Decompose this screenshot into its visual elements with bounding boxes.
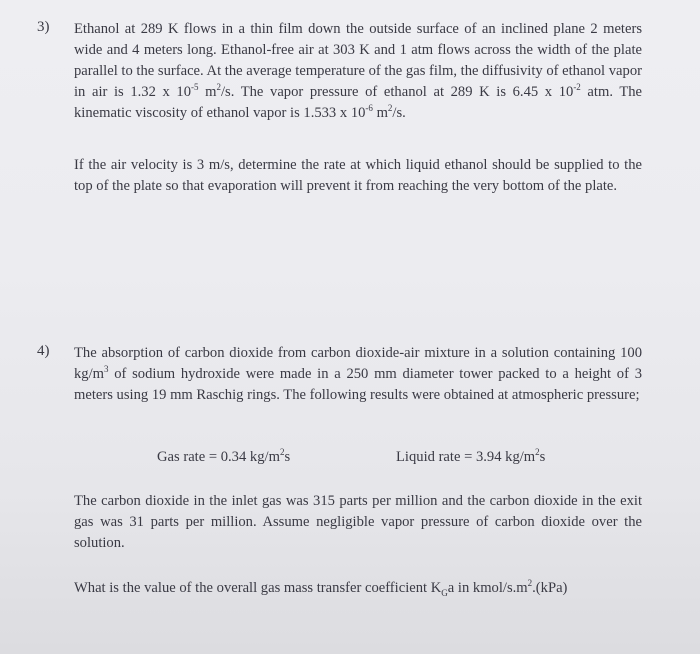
q4-task-text-3: .(kPa)	[532, 580, 568, 596]
q3-exp-1: -5	[191, 82, 199, 92]
q3-text-6: /s.	[392, 105, 406, 121]
q3-exp-5: 2	[387, 103, 393, 113]
question-3-number: 3)	[37, 19, 50, 35]
q4-task-exp: 2	[527, 578, 533, 588]
q3-text-2: m	[198, 84, 217, 100]
question-3-task: If the air velocity is 3 m/s, determine the rate at which liquid ethanol should be supplied to the top of the plate so that evaporation will prevent it from reaching the very bottom of the plate.	[74, 157, 642, 194]
question-3-statement	[74, 19, 642, 124]
liquid-rate-unit-tail: s	[539, 449, 546, 465]
q4-text-2: of sodium hydroxide were made in a 250 mm diameter tower packed to a height of 3 meters using 19 mm Raschig rings. The following results were obtained at atmospheric pressure;	[74, 366, 642, 403]
gas-rate-text: Gas rate = 0.34 kg/m	[157, 449, 280, 465]
q3-text-1: Ethanol at 289 K flows in a thin film down the outside surface of an inclined plane 2 meters wide and 4 meters long. Ethanol-free air at 303 K and 1 atm flows across the width of the plate parallel to the surface. At the average temperature of the gas film, the diffusivity of ethanol vapor in air is 1.32 x 10	[74, 21, 642, 100]
gas-rate-exp: 2	[279, 447, 285, 457]
question-4-statement	[74, 343, 642, 406]
liquid-rate-exp: 2	[535, 447, 540, 457]
q3-text-3: /s. The vapor pressure of ethanol at 289 K is 6.45 x 10	[220, 84, 574, 100]
q3-text-5: m	[372, 105, 388, 121]
q4-task-sub-g: G	[441, 587, 448, 598]
question-4-number: 4)	[37, 343, 50, 359]
q4-exp-1: 3	[104, 364, 109, 374]
gas-rate	[157, 449, 290, 466]
q3-text-4: atm. The kinematic viscosity of ethanol vapor is 1.533 x 10	[74, 84, 643, 121]
q3-exp-3: -2	[573, 82, 581, 92]
question-4-conditions: The carbon dioxide in the inlet gas was 315 parts per million and the carbon dioxide in the exit gas was 31 parts per million. Assume negligible vapor pressure of carbon dioxide over the solution.	[74, 493, 642, 551]
q4-task-text-1: What is the value of the overall gas mass transfer coefficient K	[74, 580, 442, 596]
liquid-rate	[396, 449, 545, 466]
liquid-rate-text: Liquid rate = 3.94 kg/m	[396, 449, 536, 465]
q4-task-text-2: a in kmol/s.m	[447, 580, 528, 596]
gas-rate-unit-tail: s	[284, 449, 291, 465]
question-4-task	[74, 578, 642, 599]
q3-exp-4: -6	[365, 103, 373, 113]
q4-text-1: The absorption of carbon dioxide from carbon dioxide-air mixture in a solution containing 100 kg/m	[74, 345, 642, 382]
flow-rates-row	[0, 449, 700, 471]
q3-exp-2: 2	[216, 82, 221, 92]
